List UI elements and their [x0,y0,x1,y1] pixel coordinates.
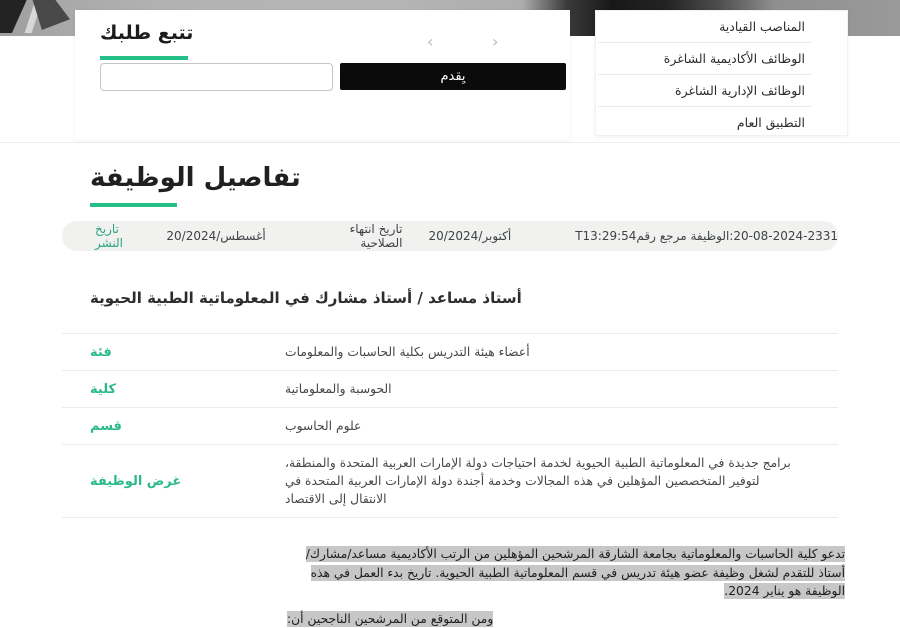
table-row-job-purpose [62,445,838,518]
job-purpose-value: برامج جديدة في المعلوماتية الطبية الحيوية لخدمة احتياجات دولة الإمارات العربية المتحدة والمنطقة، لتوفير المتخصصين المؤهلين في هذه المجالات وخدمة أجندة دولة الإمارات العربية المتحدة في الانتقال إلى الاقتصاد [285,454,795,508]
job-details-heading: تفاصيل الوظيفة [90,163,301,193]
track-application-card [75,10,570,140]
menu-item-academic-vacancies[interactable]: الوظائف الأكاديمية الشاغرة [596,43,847,74]
department-label: قسم [62,419,285,434]
job-details-section [0,143,900,628]
page-header [0,0,900,143]
job-fields-table [62,333,838,518]
invitation-paragraph [287,545,845,601]
category-label: فئة [62,345,285,360]
expiry-date-label: تاريخ انتهاء الصلاحية [308,222,403,250]
heading-accent-underline [90,203,177,207]
menu-item-administrative-vacancies[interactable]: الوظائف الإدارية الشاغرة [596,75,847,106]
job-purpose-label: غرض الوظيفة [62,474,285,489]
submit-track-button[interactable]: يِقدم [340,63,566,90]
jobs-nav-menu [595,10,848,136]
college-value: الحوسبة والمعلوماتية [285,380,795,398]
track-application-title: تتبع طلبك [100,22,193,44]
publish-date-value: أغسطس/20/2024 [166,229,265,243]
reference-value: 20-08-2024-2331 [733,229,838,243]
department-value: علوم الحاسوب [285,417,795,435]
table-row-department [62,408,838,445]
college-label: كلية [62,382,285,397]
menu-item-leadership-positions[interactable]: المناصب القيادية [596,11,847,42]
job-meta-bar [62,221,838,251]
carousel-prev-icon[interactable]: ‹ [427,34,433,50]
highlighted-expectations-text: ومن المتوقع من المرشحين الناجحين أن: [287,611,493,627]
job-position-title: أستاذ مساعد / أستاذ مشارك في المعلوماتية الطبية الحيوية [90,289,800,307]
application-number-input[interactable] [100,63,333,91]
job-reference-number [575,229,838,243]
job-description-text [287,545,845,628]
reference-time: T13:29:54 [575,229,636,243]
table-row-category [62,334,838,371]
table-row-college [62,371,838,408]
title-accent-underline [100,56,188,60]
reference-label: رقم‎ مرجع‎ الوظيفة:‎ [636,229,733,243]
menu-item-general-application[interactable]: التطبيق العام [596,107,847,138]
publish-date-label: تاريخ النشر [95,222,148,250]
expiry-date-value: أكتوبر/20/2024 [428,229,511,243]
category-value: أعضاء هيئة التدريس بكلية الحاسبات والمعلومات [285,343,795,361]
expectations-intro-line [287,610,845,628]
carousel-next-icon[interactable]: › [492,34,498,50]
highlighted-invitation-text: تدعو كلية الحاسبات والمعلوماتية بجامعة الشارقة المرشحين المؤهلين من الرتب الأكاديمية مساعد/مشارك/أستاذ للتقدم لشغل وظيفة عضو هيئة تدريس في قسم المعلوماتية الطبية الحيوية. تاريخ بدء العمل في هذه الوظيفة هو يناير 2024. [306,546,845,599]
